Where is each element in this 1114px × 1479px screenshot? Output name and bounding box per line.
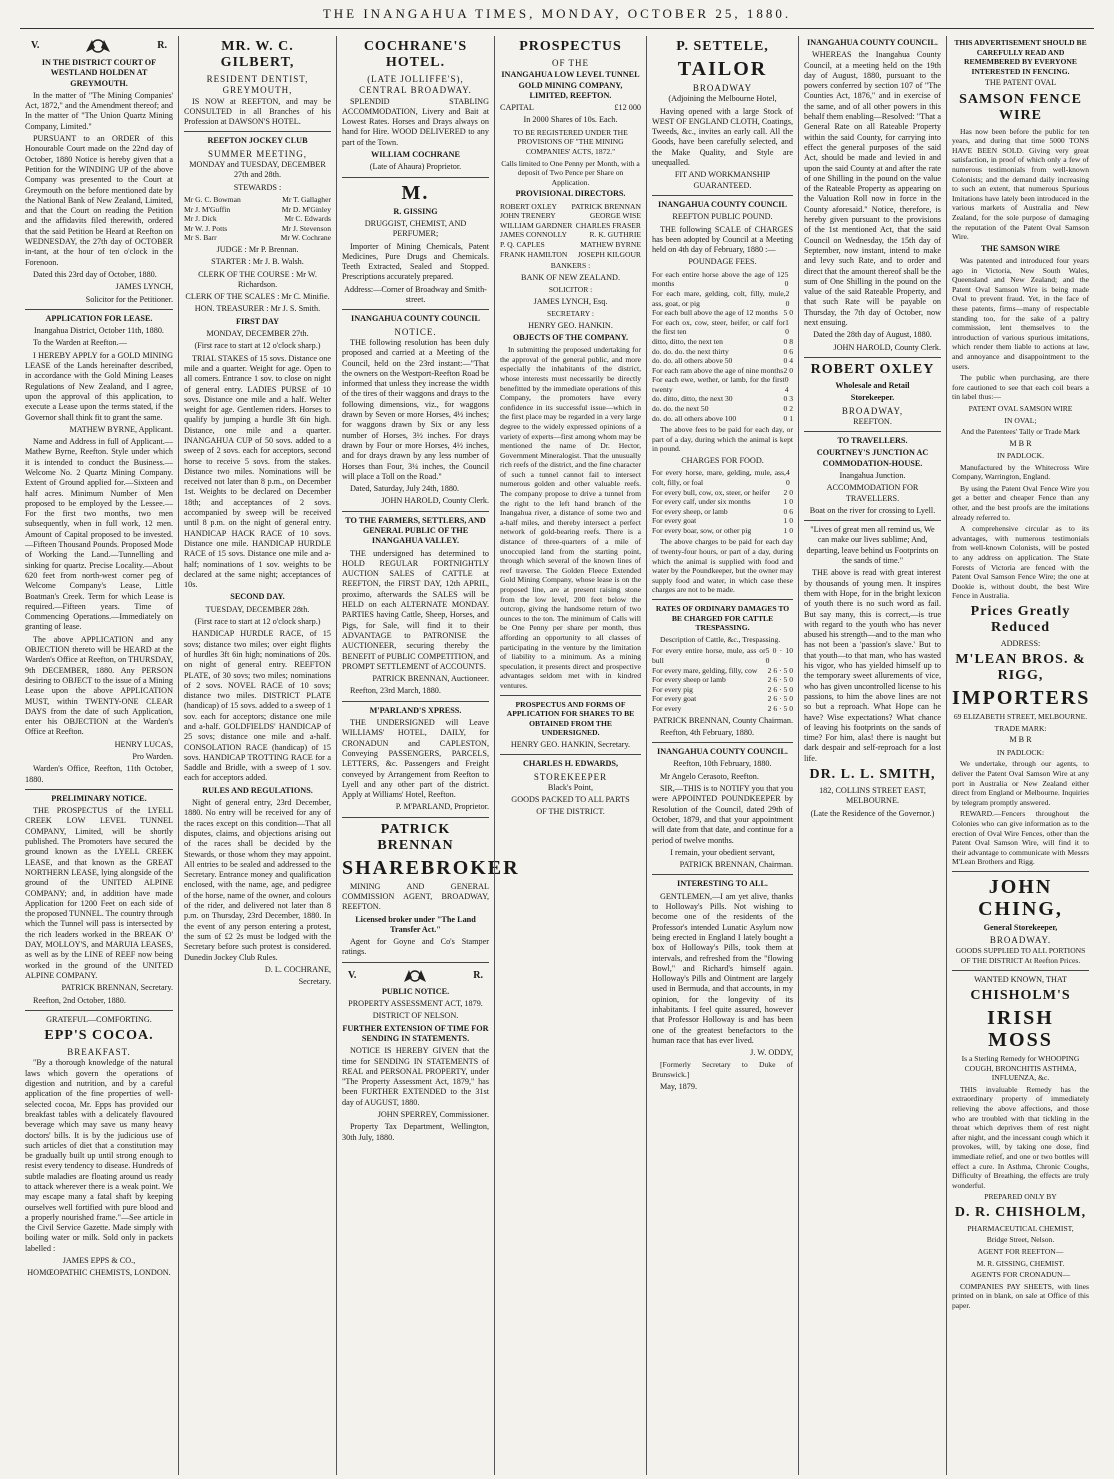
damage-row: For every sheep or lamb 2 6 · 5 0 [652, 675, 793, 685]
secretary: HENRY GEO. HANKIN. [528, 320, 613, 330]
coat-of-arms-icon [83, 36, 113, 56]
boat-note: Boat on the river for crossing to Lyell. [809, 505, 936, 515]
padlock-label: IN PADLOCK. [997, 451, 1044, 461]
accommodation: ACCOMMODATION FOR TRAVELLERS. [826, 483, 919, 503]
divider [184, 131, 331, 132]
day2-note: (First race to start at 12 o'clock sharp.) [194, 617, 321, 627]
objects-body: In submitting the proposed undertaking for the approval of the general public, and more especially the inhabitants of the district, whose interests must necessarily be directly benefitted by the immediate operations of this Company, the promoters have every confidence in its successful issue—which in the first place may be regarded in a very large degree to the widely expressed opinions of a variety of experts—first among whom may be mentioned the name of Dr. Hector, Government Mineralogist. That the unusually rich reefs of the district, and the fine character of such a tunnel cannot fail to intersect numerous golden and other valuable reefs. The company propose to drive a tunnel from the right to the left hand branch of the Inangahua river, a distance of some two and a-half miles, and thereby intersect a perfect network of gold-bearing reefs. There is a distance of three-quarters of a mile of unoccupied land from the starting point, through which several of the known lines of reef traverse. The Golden Fleece Extended Gold Mining Company, whose lease is on the proposed line, are at present raising stone from the low level, 200 feet below the outcrop, giving the handsome return of two ounces to the ton. The minimum of Calls will be One Penny per share per month, thus affording an opportunity to all classes of participating in the venture by the limitation of liability to a minimum. As a mining speculation, it presents direct and prospective advantages seldom met with in kindred ventures. [500, 345, 641, 690]
pound-heading: INANGAHUA COUNTY COUNCIL [658, 199, 787, 209]
shares: In 2000 Shares of 10s. Each. [523, 115, 618, 125]
wanted-known: WANTED KNOWN, THAT [974, 974, 1067, 984]
gilbert-place: GREYMOUTH, [222, 85, 293, 96]
column-1 [20, 36, 178, 1475]
food-heading: CHARGES FOR FOOD. [681, 456, 764, 466]
fee-row: do. do. do. the next thirty 0 6 [652, 346, 793, 356]
jc-secretary: D. L. COCHRANE, [264, 964, 331, 974]
oxley-place: REEFTON. [853, 416, 892, 426]
court-matter: In the matter of "The Mining Companies' Act, 1872," and the Amendment thereof; and In the matter of "The Union Quartz Mining Company, Limited." [25, 90, 173, 131]
directors-heading: PROVISIONAL DIRECTORS. [515, 189, 626, 199]
prelim-heading: PRELIMINARY NOTICE. [51, 793, 147, 803]
pharmaceutical-address: Bridge Street, Nelson. [986, 1235, 1055, 1245]
express-signer: P. M'PARLAND, Proprietor. [395, 802, 489, 812]
pursuant-signer-role: Solicitor for the Petitioner. [85, 294, 173, 304]
capital-value: £12 000 [614, 103, 641, 113]
column-6 [798, 36, 946, 1475]
oxley-sub: Wholesale and Retail [835, 380, 910, 390]
pharmaceutical: PHARMACEUTICAL CHEMIST, [967, 1223, 1074, 1233]
divider [652, 874, 793, 875]
damage-row: For every entire horse, mule, ass or bull 5 0 · 10 0 [652, 646, 794, 666]
food-row: For every calf, under six months 1 0 [652, 497, 793, 507]
director-row: JAMES CONNOLLY R. K. GUTHRIE [500, 230, 641, 240]
epps-company: JAMES EPPS & CO., [62, 1256, 136, 1266]
lease-place: Inangahua District, October 11th, 1880. [34, 326, 164, 336]
column-2 [178, 36, 336, 1475]
courtney-place: Inangahua Junction. [839, 470, 906, 480]
smith-note: (Late the Residence of the Governor.) [810, 808, 935, 818]
settele-name: P. SETTELE, [676, 39, 769, 54]
oxley-role: Storekeeper. [850, 393, 895, 403]
council2-heading: INANGAHUA COUNTY COUNCIL. [657, 747, 788, 757]
pound-body: THE following SCALE of CHARGES has been adopted by Council at a Meeting held on 4th day of February, 1880 :— [652, 224, 793, 255]
fee-row: do. do. the next 50 0 2 [652, 404, 793, 414]
lease-body: I HEREBY APPLY for a GOLD MINING LEASE of the Lands hereinafter described, in accordance with the Gold Mining Leases Regulations of New Zealand, and I agree, upon the approval of this application, to execute a Lease upon the terms stated, if the Governor shall think fit to grant the same. [25, 350, 173, 422]
director-row: P. Q. CAPLES MATHEW BYRNE [500, 240, 641, 250]
gilbert-name: MR. W. C. GILBERT, [220, 39, 295, 70]
ching-name: JOHN CHING, [978, 875, 1063, 920]
steward-row: Mr S. Barr Mr W. Cochrane [184, 233, 331, 243]
buy-note: The public when purchasing, are there fore cautioned to see that each coil bears a tin label thus:— [952, 373, 1089, 402]
divider [342, 309, 489, 310]
smith-address: 182, COLLINS STREET EAST, MELBOURNE. [819, 786, 926, 806]
fee-row: For each bull above the age of 12 months 5 0 [652, 308, 793, 318]
director-row: FRANK HAMILTON JOSEPH KILGOUR [500, 249, 641, 259]
hotel-body: SPLENDID STABLING ACCOMMODATION, Livery and Bait at Lowest Rates. Horses and Drays always on hand for Hire. WOOD DELIVERED to any part of the Town. [342, 96, 489, 147]
prospectus-of: OF THE [551, 58, 590, 68]
pursuant-notice: PURSUANT to an ORDER of this Honourable Court made on the 22nd day of October, 1880 Notice is hereby given that a Petition for the WINDING UP of the above Company was presented to the Court at Greymouth on the before mentioned date by the National Bank of New Zealand, Limited, and that the Court on reading the Petition and the affidavits filed therewith, ordered that the said Petition be Heard at Reefton on WEDNESDAY, the 27th day of OCTOBER in-tant, at the hour of ten o'clock in the Forenoon. [25, 134, 173, 267]
divider [804, 520, 941, 521]
public-notice-body: NOTICE IS HEREBY GIVEN that the time for SENDING IN STATEMENTS of REAL and PERSONAL PROPERTY, under "The Property Assessment Act, 1879," has been FURTHER EXTENDED to the 31st day of AUGUST, 1880. [342, 1046, 489, 1107]
rules-heading: RULES AND REGULATIONS. [202, 785, 313, 795]
hotel-address: CENTRAL BROADWAY. [359, 85, 472, 96]
epps-sub: BREAKFAST. [67, 1047, 131, 1058]
steward-row: Mr W. J. Potts Mr J. Stevenson [184, 223, 331, 233]
divider [25, 789, 173, 790]
day2-heading: SECOND DAY. [230, 592, 285, 602]
poem: "Lives of great men all remind us, We can make our lives sublime; And, departing, leave behind us Footprints on the sands of time." [806, 525, 939, 566]
warden-role: Pro Warden. [132, 752, 173, 761]
padlock-label-2: IN PADLOCK: [996, 747, 1045, 757]
damage-row: For every 2 6 · 5 0 [652, 703, 793, 713]
pursuant-dated: Dated this 23rd day of October, 1880. [33, 269, 157, 279]
jockey-club-sub: SUMMER MEETING, [207, 148, 307, 159]
gissing-initial: M. [401, 181, 430, 204]
day1-heading: FIRST DAY [236, 316, 279, 326]
damage-row: For every pig 2 6 · 5 0 [652, 684, 793, 694]
divider [652, 742, 793, 743]
moss-subtitle: Is a Sterling Remedy for WHOOPING COUGH, BRONCHITIS ASTHMA, INFLUENZA, &c. [961, 1053, 1080, 1083]
rules-body: Night of general entry, 23rd December, 1880. No entry will be received for any of the races except on this condition—That all disputes, claims, and objections arising out of the races shall be decided by the Stewards, or those whom they may appoint. All entries to be sealed and addressed to the Secretary. Entrance money and qualification enclosed, with the name, age, and pedigree of the horse, name of the owner, and colours of the rider, and delivered not later than 8 p.m. on Thursday, 23rd December, 1880. In the event of any person entering a protest, the sum of £2 2s must be lodged with the Secretary before such protest is considered. Dunedin Jockey Club Rules. [184, 798, 331, 962]
divider [804, 357, 941, 358]
damages-description: Description of Cattle, &c., Trespassing. [660, 634, 781, 644]
lease-to: To the Warden at Reefton.— [33, 338, 127, 348]
circular-note: A comprehensive circular as to its advantages, with numerous testimonials from well-known Colonists, will be posted to any address on application. The State Forests of Victoria are fenced with the Patent Oval Samson Fence Wire; the one at Dookie is, without doubt, the best Wire Fence in Australia. [952, 524, 1089, 601]
edwards-goods-2: OF THE DISTRICT. [536, 807, 605, 817]
tailor-title: TAILOR [677, 58, 768, 80]
fencing-notice: THIS ADVERTISEMENT SHOULD BE CAREFULLY READ AND REMEMBERED BY EVERYONE INTERESTED IN FENCING. [954, 38, 1087, 76]
bankers-heading: BANKERS : [550, 261, 591, 271]
prospectus-heading: PROSPECTUS [519, 39, 622, 54]
samson-title: SAMSON FENCE WIRE [959, 91, 1082, 123]
jockey-club-heading: REEFTON JOCKEY CLUB [207, 136, 308, 146]
broker-agent: Agent for Goyne and Co's Stamper ratings. [342, 937, 489, 957]
travellers-heading: TO TRAVELLERS. [837, 436, 908, 446]
agents-note: We undertake, through our agents, to deliver the Patent Oval Samson Wire at any port in Australia or New Zealand either direct from England or Melbourne. Inquiries by telegram promptly answered. [952, 759, 1089, 807]
public-notice-date: Property Tax Department, Wellington, 30th July, 1880. [342, 1122, 489, 1142]
fees-table [652, 270, 793, 424]
lease-details: Name and Address in full of Applicant.—Mathew Byrne, Reefton. Style under which it is intended to conduct the Business.—Welcome No. 2 Quartz Mining Company. Extent of Ground applied for.—Sixteen and half acres. Minimum Number of Men proposed to be employed by the Lessee.—For the first two months, two men subsequently, when in full work, 12 men. Amount of Capital proposed to be invested.—Fifteen Thousand Pounds. Proposed Mode of Working the Land.—Tunnelling and sinking for quartz. Precise Locality.—About 620 feet from north-west corner peg of Welcome Company's Lease, Little Boatman's Creek. Term for which Lease is required.—Fifteen years. Time of Commencing Operations.—Immediately on granting of lease. [25, 437, 173, 632]
divider [500, 695, 641, 696]
tailor-note: (Adjoining the Melbourne Hotel, [668, 94, 777, 104]
jockey-club-dates: MONDAY and TUESDAY, DECEMBER 27th and 28th. [189, 160, 326, 180]
broker-name: PATRICK BRENNAN [377, 821, 454, 853]
stewards-list [184, 195, 331, 243]
column-5 [646, 36, 798, 1475]
poem-body: THE above is read with great interest by thousands of young men. It inspires them with Hope, for in the bright lexicon of youth there is no such word as fail. But say many, this is correct,—is true with regard to the youth who has never abused his strength—and to the man who has not been a 'passion's slave.' But to that youth—to that man, who has wasted his vigor, who has yielded himself up to the temporary sweet allurements of vice, who has given uncontrolled license to his passions, to him the above lines are not so but a reproach. What Hope can he have? Wise expectations? What chance of leaving his footprints on the sands of time? For him, alas! there is naught but dark despair and self-reproach for a lost life. [804, 568, 941, 763]
pay-sheets: COMPANIES PAY SHEETS, with lines printed on in blank, on sale at Office of this paper. [952, 1281, 1089, 1311]
hotel-owner-note: (Late of Ahaura) Proprietor. [369, 162, 462, 172]
divider [804, 431, 941, 432]
farmers-heading: TO THE FARMERS, SETTLERS, AND GENERAL PUBLIC OF THE INANGAHUA VALLEY. [345, 515, 486, 546]
mlean-address: 69 ELIZABETH STREET, MELBOURNE. [953, 712, 1088, 722]
farmers-date: Reefton, 23rd March, 1880. [350, 686, 441, 696]
smith-name: DR. L. L. SMITH, [809, 767, 936, 782]
gilbert-body: IS NOW at REEFTON, and may be CONSULTED in all Branches of his Profession at DAWSON'S HOTEL. [184, 96, 331, 127]
fees-heading: POUNDAGE FEES. [688, 257, 757, 267]
day1-date: MONDAY, DECEMBER 27th. [206, 329, 309, 339]
column-4 [494, 36, 646, 1475]
registration: TO BE REGISTERED UNDER THE PROVISIONS OF "THE MINING COMPANIES' ACTS, 1872." [513, 127, 628, 156]
divider [342, 701, 489, 702]
crest-letter-r: R. [157, 39, 167, 51]
council2-close: I remain, your obedient servant, [670, 847, 775, 857]
tailor-fit: FIT AND WORKMANSHIP GUARANTEED. [674, 170, 771, 190]
agent-heading: AGENT FOR REEFTON— [977, 1247, 1064, 1257]
public-notice-signer: JOHN SPERREY, Commissioner. [377, 1110, 489, 1120]
masthead-rule [20, 28, 1094, 29]
oxley-address: BROADWAY, [841, 405, 904, 416]
secretary-heading: SECRETARY : [546, 308, 594, 318]
holloway-signer: J. W. ODDY, [750, 1048, 793, 1058]
damages-heading: RATES OF ORDINARY DAMAGES TO BE CHARGED FOR CATTLE TRESPASSING. [655, 604, 790, 633]
express-body: THE UNDERSIGNED will Leave WILLIAMS' HOTEL, DAILY, for CRONADUN and CAPLESTON, Conveying PASSENGERS, PARCELS, LETTERS, &c. Passengers and Freight conveyed by Arrangement from Reefton to Lyell and any other part of the district. Apply at Williams' Hotel, Reefton. [342, 718, 489, 800]
divider [342, 817, 489, 818]
capital-line [500, 103, 641, 113]
fee-row: For each ewe, wether, or lamb, for the first twenty 0 4 [652, 375, 789, 394]
samson-body-2: Was patented and introduced four years ago in Victoria, New South Wales, Queensland and New Zealand; and the Patent Oval Samson Wire is being made Oval to prevent fraud. Yet, in the face of these patents, firms—many of respectable standing too, for the sake of a paltry commission, lent themselves to the introduction of various spurious imitations, which render them liable to actions at law, and annoyance and disappointment to the users. [952, 256, 1089, 371]
divider [652, 599, 793, 600]
divider [952, 871, 1089, 872]
tailor-broadway: BROADWAY [692, 83, 753, 93]
day1-races: TRIAL STAKES of 15 sovs. Distance one mile and a quarter. Weight for age. Open to all comers. Entrance 1 sov. to close on night of general entry. LADIES PURSE of 10 sovs. Distance one mile and a half. Welter weight for age. Gentlemen riders. Horses to qualify by jumping a hurdle 3ft 6in high. Distance, one mile and a quarter. INANGAHUA CUP of 50 sovs. added to a sweep of 2 sovs. each for acceptors, second horse to receive 5 sovs. from the stakes. Distance two miles. Nominations will be received not later than 8 p.m., on December 1st. Weights to be declared on December 18th; and acceptances of 2 sovs. accompanied by sweep will be received until 8 p.m. on the night of general entry. HANDICAP HACK RACE of 10 sovs. Distance one mile. HANDICAP HURDLE RACE of 15 sovs. Distance one mile and a-half; nominations of 1 sov. weights to be declared at the same night; acceptances of 10s. [184, 353, 331, 590]
ching-role: General Storekeeper, [983, 922, 1058, 932]
steward-row: Mr J. M'Guffin Mr D. M'Ginley [184, 204, 331, 214]
ching-address: BROADWAY. [989, 935, 1052, 946]
food-table [652, 468, 793, 535]
council-heading: INANGAHUA COUNTY COUNCIL [351, 314, 480, 324]
holloway-body: GENTLEMEN,—I am yet alive, thanks to Holloway's Pills. Not wishing to become one of the residents of the Professor's intended Lunatic Asylum now being erected in England I lately bought a box of Holloway's Pills, took them at intervals, and refreshed from the "flowing Bowl," and Richard's himself again. Holloway's Pills and Ointment are largely used in Bermuda, and that accounts, in my opinion, for the longevity of its inhabitants. I feel quite assured, however that Professor Holloway is and has been one of the greatest benefactors to the human race that has ever lived. [652, 891, 793, 1045]
notice-crest [342, 967, 489, 985]
council2-body: SIR,—THIS is to NOTIFY you that you were APPOINTED POUNDKEEPER by Resolution of the Council, dated 29th of October, 1879, and that your appointment will date from that date, and continue for a period of twelve months. [652, 784, 793, 845]
rate-signer: JOHN HAROLD, County Clerk. [833, 342, 941, 352]
council2-to: Mr Angelo Cerasoto, Reefton. [660, 771, 759, 781]
prelim-date: Reefton, 2nd October, 1880. [33, 995, 126, 1005]
fee-row: do. do. all others above 100 0 1 [652, 413, 793, 423]
solicitor-heading: SOLICITOR : [548, 285, 593, 295]
edwards-place: Black's Point, [547, 782, 594, 792]
prices-reduced: Prices Greatly Reduced [970, 603, 1071, 635]
samson-body: Has now been before the public for ten years, and during that time 5000 TONS HAVE BEEN SOLD. Giving very great satisfaction, in proof of which only a few of numerous testimonials from well-known Colonists; and the demand daily increasing to such an extent, that numerous Spurious Imitations have lately been introduced in the various markets of Australia and New Zealand, for the sole purpose of damaging the reputation of the Patent Oval Samson Wire. [952, 126, 1089, 242]
day1-note: (First race to start at 12 o'clock sharp.) [194, 341, 321, 351]
divider [342, 962, 489, 963]
damages-signer: PATRICK BRENNAN, County Chairman. [653, 715, 793, 725]
divider [952, 970, 1089, 971]
trade-mark-mbr: M B R [1009, 438, 1032, 448]
holloway-date: May, 1879. [660, 1081, 697, 1091]
mlean-name: M'LEAN BROS. & RIGG, [955, 652, 1086, 684]
edwards-goods: GOODS PACKED TO ALL PARTS [511, 795, 630, 805]
food-note: The above charges to be paid for each day of twenty-four hours, or part of a day, during which the animal is supplied with food and water by the Poundkeeper, but the owner may supply food and water, in which case these charges are not to be made. [652, 537, 793, 595]
edwards-name: CHARLES H. EDWARDS, [522, 759, 619, 769]
judge: JUDGE : Mr P. Brennan. [216, 244, 299, 254]
damage-row: For every mare, gelding, filly, cow 2 6 · 5 0 [652, 665, 793, 675]
tin-label-mark: And the Patentees' Tally or Trade Mark [960, 427, 1081, 437]
divider [25, 1010, 173, 1011]
divider [342, 511, 489, 512]
divider [500, 754, 641, 755]
lease-heading: APPLICATION FOR LEASE. [45, 313, 153, 323]
gissing-address: Address:—Corner of Broadway and Smith-street. [344, 284, 487, 305]
objects-heading: OBJECTS OF THE COMPANY. [512, 332, 629, 342]
ching-body: GOODS SUPPLIED TO ALL PORTIONS OF THE DISTRICT At Reefton Prices. [955, 946, 1086, 966]
stewards-heading: STEWARDS : [233, 182, 282, 192]
damages-table [652, 646, 793, 713]
trial-note: By using the Patent Oval Fence Wire you get a better and cheaper Fence than any other, and the best proofs are the imitations already referred to. [952, 483, 1089, 522]
public-notice-act: PROPERTY ASSESSMENT ACT, 1879. [348, 999, 483, 1009]
hotel-owner: WILLIAM COCHRANE [371, 150, 460, 160]
epps-body: "By a thorough knowledge of the natural laws which govern the operations of digestion and nutrition, and by a careful application of the fine properties of well-selected cocoa, Mr. Epps has provided our breakfast tables with a delicately flavoured beverage which may save us many heavy doctors' bills. It is by the judicious use of such articles of diet that a constitution may be gradually built up until strong enough to resist every tendency to disease. Hundreds of subtle maladies are floating around us ready to attack wherever there is a weak point. We may escape many a fatal shaft by keeping ourselves well fortified with pure blood and a properly nourished frame."—See article in the Civil Service Gazette. Made simply with boiling water or milk. Sold only in packets labelled : [25, 1058, 174, 1253]
council-signer: JOHN HAROLD, County Clerk. [381, 496, 489, 506]
royal-crest [25, 36, 173, 56]
chisholm-title: CHISHOLM'S [970, 987, 1071, 1003]
gissing-role: DRUGGIST, CHEMIST, AND PERFUMER; [364, 218, 467, 239]
fee-row: For each mare, gelding, colt, filly, mule, ass, goat, or pig 2 0 [652, 288, 790, 308]
council2-date: Reefton, 10th February, 1880. [673, 759, 772, 769]
capital-label: CAPITAL [500, 103, 534, 113]
calls: Calls limited to One Penny per Month, with a deposit of Two Pence per Share on Application. [501, 158, 640, 187]
masthead: THE INANGAHUA TIMES, MONDAY, OCTOBER 25, 1880. [322, 6, 792, 21]
treasurer: HON. TREASURER : Mr J. S. Smith. [194, 304, 321, 314]
directors-list [500, 202, 641, 260]
bankers: BANK OF NEW ZEALAND. [520, 272, 620, 282]
starter: STARTER : Mr J. B. Walsh. [211, 257, 304, 267]
public-notice-extension: FURTHER EXTENSION OF TIME FOR SENDING IN STATEMENTS. [342, 1023, 489, 1043]
fees-note: The above fees to be paid for each day, or part of a day, during which the animal is kept in pound. [652, 425, 793, 454]
pursuant-signer: JAMES LYNCH, [115, 282, 173, 292]
chisholm-name: D. R. CHISHOLM, [954, 1204, 1087, 1220]
public-notice-district: DISTRICT OF NELSON. [372, 1011, 459, 1021]
fee-row: ditto, ditto, the next ten 0 8 [652, 336, 793, 346]
court-heading: IN THE DISTRICT COURT OF WESTLAND HOLDEN AT GREYMOUTH. [41, 58, 157, 88]
gilbert-role: RESIDENT DENTIST, [206, 74, 309, 84]
divider [652, 195, 793, 196]
fee-row: do. ditto, ditto, the next 30 0 3 [652, 394, 793, 404]
gissing-name: R. GISSING [393, 206, 438, 216]
rate-body: WHEREAS the Inangahua County Council, at a meeting held on the 19th day of August, 1880, pursuant to the powers conferred by section 107 of "The Counties Act, 1876," and in exercise of the same, and of all other powers in this behalf them enabling—Resolved: "That a General Rate on all Rateable Property within the said County, for carrying into effect the general purposes of the said Act, should be made and levied in and upon the said County at and after the rate of one Shilling in the pound on the value of the Rateable Property as appearing on the Valuation Roll now in force in the County aforesaid." Notice, therefore, is hereby given pursuant to the provisions of the 1st mentioned Act, that the said Council on Wednesday, the 15th day of September, now instant, intend to make and levy such Rate, and to order and direct that the amount thereof shall be the sum of One Shilling in the pound on the value of the said Rateable Property, and that such Rate will be payable on Thursday, the 7th day of October, now next ensuing. [804, 50, 941, 328]
day2-date: TUESDAY, DECEMBER 28th. [205, 604, 310, 614]
warden-date: Warden's Office, Reefton, 11th October, 1880. [25, 764, 173, 784]
rate-heading: INANGAHUA COUNTY COUNCIL. [807, 38, 938, 47]
council-body: THE following resolution has been duly proposed and carried at a Meeting of the Council, held on the 23rd instant:—"That the owners on the Westport-Reefton Road be informed that unless they increase the width of the tires of their waggons and drays to the following dimensions, viz., for waggons drawn by Seven or more Horses, 4½ inches; for waggons drawn by Six or any less number of Horses, 3½ inches. For drays drawn by Four or more Horses, 4½ inches, and for drays drawn by any less number of Horses than Four, 3¼ inches, the Council will place a Toll on the Road." [342, 337, 489, 481]
day2-races: HANDICAP HURDLE RACE, of 15 sovs; distance two miles; over eight flights of hurdles 3ft 6in high; nominations of 20s. on night of general entry. REEFTON PLATE, of 30 sovs; two miles; nominations of 2 sovs. NOVEL RACE of 10 sovs; distance two miles. DISTRICT PLATE (handicap) of 15 sovs. added to a sweep of 1 sov. each for acceptors; distance one mile and a-half. GOLDFIELDS' HANDICAP of 25 sovs; distance one mile and a-half. CONSOLATION RACE (handicap) of 15 sovs. HANDICAP TROTTING RACE for a Saddle and Bridle, with a sweep of 1 sov. each for acceptors added. [184, 629, 331, 783]
director-row: ROBERT OXLEY PATRICK BRENNAN [500, 201, 641, 211]
broker-licence: Licensed broker under "The Land Transfer Act." [355, 914, 476, 934]
forms-signer: HENRY GEO. HANKIN, Secretary. [510, 739, 631, 749]
epps-company-2: HOMŒOPATHIC CHEMISTS, LONDON. [27, 1268, 171, 1278]
food-row: For every goat 1 0 [652, 516, 793, 526]
irish-moss: IRISH MOSS [987, 1006, 1054, 1051]
council-dated: Dated, Saturday, July 24th, 1880. [350, 484, 460, 494]
importers: IMPORTERS [952, 687, 1091, 710]
warden-signer: HENRY LUCAS, [114, 739, 173, 749]
lease-signer: MATHEW BYRNE, Applicant. [69, 424, 173, 434]
tin-label: PATENT OVAL SAMSON WIRE [968, 404, 1073, 413]
reward-note: REWARD.—Fencers throughout the Colonies who can give information as to the erection of Oval Wire Fences, other than the Patent Oval Samson Wire, will find it to their advantage to communicate with Messrs M'Lean Brothers and Rigg. [952, 809, 1089, 867]
rate-dated: Dated the 28th day of August, 1880. [813, 330, 932, 340]
pound-sub: REEFTON PUBLIC POUND. [672, 212, 773, 222]
fee-row: For each ox, cow, steer, heifer, or calf for the first ten 1 0 [652, 317, 789, 337]
epps-tagline: GRATEFUL—COMFORTING. [46, 1014, 152, 1024]
divider [342, 177, 489, 178]
express-heading: M'PARLAND'S XPRESS. [369, 705, 462, 715]
address-heading: ADDRESS: [1000, 638, 1041, 648]
food-row: For every boar, sow, or other pig 1 0 [652, 525, 793, 535]
damage-row: For every goat 2 6 · 5 0 [652, 694, 793, 704]
hotel-name: COCHRANE'S HOTEL. [363, 39, 468, 70]
crest-letter-v: V. [31, 39, 40, 51]
moss-text: THIS invaluable Remedy has the extraordinary property of immediately relieving the above affections, and those who are troubled with that tickling in the throat which deprives them of rest night after night, and the incessant cough which it provokes, will, by taking one dose, find immediate relief, and one or two bottles will effect a cure. In Asthma, Chronic Coughs, Difficulty of Breathing, the effects are truly wonderful. [952, 1084, 1089, 1190]
solicitor: JAMES LYNCH, Esq. [533, 296, 608, 306]
director-row: JOHN TRENERY GEORGE WISE [500, 211, 641, 221]
food-row: For every sheep, or lamb 0 6 [652, 506, 793, 516]
steward-row: Mr G. C. Bowman Mr T. Gallagher [184, 194, 331, 204]
prospectus-company: INANGAHUA LOW LEVEL TUNNEL GOLD MINING COMPANY, LIMITED, REEFTON. [501, 70, 640, 100]
trademark-heading: TRADE MARK: [994, 723, 1047, 733]
divider [25, 309, 173, 310]
fee-row: do. do. all others above 50 0 4 [652, 356, 793, 366]
fee-row: For each entire horse above the age of 12 months 5 0 [652, 269, 789, 289]
broker-title: SHAREBROKER [342, 856, 520, 879]
column-7 [946, 36, 1094, 1475]
hotel-late: (LATE JOLLIFFE'S), [367, 74, 464, 84]
director-row: WILLIAM GARDNER CHARLES FRASER [500, 220, 641, 230]
farmers-body: THE undersigned has determined to HOLD REGULAR FORTNIGHTLY AUCTION SALES of CATTLE at REEFTON, the FIRST DAY, 12th APRIL, proximo, afterwards the SALES will be HELD on each ALTERNATE MONDAY. PARTIES having Cattle, Sheep, Horses, and Pigs, for Sale, will find it to their ADVANTAGE to PATRONISE the AUCTIONEER, securing thereby the BENEFIT of PUBLIC COMPETITION, and PROMPT SETTLEMENT of ACCOUNTS. [342, 548, 489, 671]
epps-title: EPP'S COCOA. [44, 1028, 154, 1044]
holloway-heading: INTERESTING TO ALL. [677, 879, 768, 889]
council2-signer: PATRICK BRENNAN, Chairman. [679, 860, 793, 870]
steward-row: Mr J. Dick Mr C. Edwards [184, 214, 331, 224]
damages-date: Reefton, 4th February, 1880. [660, 727, 755, 737]
coat-of-arms-icon [402, 967, 428, 985]
tailor-body: Having opened with a large Stock of WEST OF ENGLAND CLOTH, Coatings, Tweeds, &c., invites an early call. All the Goods, have been carefully selected, and the Make Quality, and Style are unequalled. [652, 106, 793, 168]
lease-objection: The above APPLICATION and any OBJECTION thereto will be HEARD at the Warden's Office at Reefton, on THURSDAY, 9th DECEMBER, 1880. Any PERSON desiring to OBJECT to the issue of a Mining Lease upon the above APPLICATION MUST, within TWENTY-ONE CLEAR DAYS from the date of such Application, enter his OBJECTION at the Warden's Office at Reefton. [25, 634, 173, 737]
crest-letter-r: R. [473, 969, 483, 981]
oxley-name: ROBERT OXLEY [810, 361, 935, 377]
edwards-role: STOREKEEPER [533, 771, 608, 782]
tin-label-oval: IN OVAL; [1004, 415, 1037, 425]
courtney-name: COURTNEY'S JUNCTION AC COMMODATION-HOUSE. [816, 448, 929, 468]
food-row: For every bull, cow, ox, steer, or heifer 2 0 [652, 487, 793, 497]
clerk-course: CLERK OF THE COURSE : Mr W. Richardson. [198, 269, 317, 289]
prelim-signer: PATRICK BRENNAN, Secretary. [61, 983, 173, 993]
fee-row: For each ram above the age of nine months 2 0 [652, 365, 793, 375]
public-notice-heading: PUBLIC NOTICE. [381, 986, 450, 996]
patent-oval: THE PATENT OVAL [984, 78, 1057, 88]
prelim-body: THE PROSPECTUS of the LYELL CREEK LOW LEVEL TUNNEL COMPANY, Limited, will be shortly published. The Promoters have secured the ground known as the LYELL CREEK LEASE, and that known as the GREAT NORTHERN LEASE, lying alongside of the ground of the UNITED ALPINE COMPANY; and, in addition have made Application for 1200 Feet on each side of the proposed TUNNEL. The country through which the Tunnel will pass is intersected by the rich leaders worked in the BREAK O' DAY, MOLLOY'S, and MARUIA LEASES, as well as by the LINE of REEF now being worked in the ground of the UNITED ALPINE COMPANY. [25, 806, 173, 980]
prepared-by: PREPARED ONLY BY [984, 1192, 1057, 1202]
forms-notice: PROSPECTUS AND FORMS OF APPLICATION FOR SHARES TO BE OBTAINED FROM THE UNDERSIGNED. [506, 699, 635, 738]
council-notice: NOTICE. [394, 326, 437, 337]
crest-letter-v: V. [348, 969, 357, 981]
gissing-body: Importer of Mining Chemicals, Patent Medicines, Pure Drugs and Chemicals. Teeth Extracted, Sealed and Stopped. Prescriptions accurately prepared. [342, 241, 489, 282]
broker-body: MINING AND GENERAL COMMISSION AGENT, BROADWAY, REEFTON. [342, 881, 489, 912]
clerk-scales: CLERK OF THE SCALES : Mr C. Minifie. [185, 292, 330, 302]
food-row: For every horse, mare, gelding, mule, ass, colt, filly, or foal 4 0 [652, 468, 790, 487]
samson-heading: THE SAMSON WIRE [980, 243, 1060, 253]
manufacturer: Manufactured by the Whitecross Wire Company, Warrington, England. [952, 462, 1089, 482]
farmers-signer: PATRICK BRENNAN, Auctioneer. [372, 674, 489, 684]
agent-name: M. R. GISSING, CHEMIST. [976, 1258, 1065, 1268]
trademark-mbr: M B R [1009, 735, 1032, 745]
jc-secretary-role: Secretary. [298, 977, 331, 987]
agent-note: AGENTS FOR CRONADUN— [970, 1270, 1071, 1280]
holloway-role: [Formerly Secretary to Duke of Brunswick.] [652, 1060, 793, 1080]
